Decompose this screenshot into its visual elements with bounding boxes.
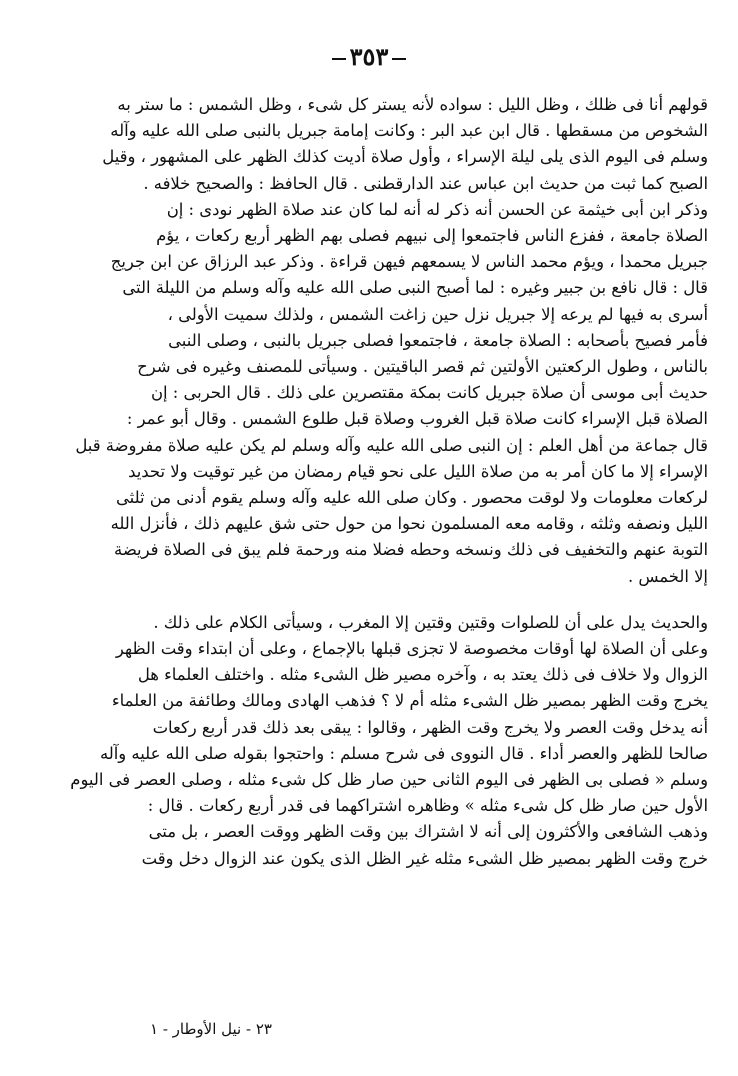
text-line: الصلاة جامعة ، ففزع الناس فاجتمعوا إلى نبيهم فصلى بهم الظهر أربع ركعات ، يؤم	[156, 226, 708, 246]
text-line: الأول حين صار ظل كل شىء مثله » وظاهره اشتراكهما فى قدر أربع ركعات . قال :	[147, 796, 708, 816]
text-line: أنه يدخل وقت العصر ولا يخرج وقت الظهر ، وقالوا : يبقى بعد ذلك قدر أربع ركعات	[152, 717, 708, 737]
text-line: وذكر ابن أبى خيثمة عن الحسن أنه ذكر له أنه لما كان عند صلاة الظهر نودى : إن	[166, 199, 708, 219]
text-line: لركعات معلومات ولا لوقت محصور . وكان صلى الله عليه وآله وسلم يقوم أدنى من ثلثى	[115, 488, 708, 508]
text-line: الليل ونصفه وثلثه ، وقامه معه المسلمون نحوا من حول حتى شق عليهم ذلك ، فأنزل الله	[110, 514, 708, 534]
text-line: قولهم أنا فى ظلك ، وظل الليل : سواده لأنه يستر كل شىء ، وظل الشمس : ما ستر به	[117, 95, 708, 114]
paragraph-2	[28, 610, 708, 872]
text-line: الصبح كما ثبت من حديث ابن عباس عند الدارقطنى . قال الحافظ : والصحيح خلافه .	[143, 173, 708, 193]
text-line: أسرى به فيها لم يرعه إلا جبريل نزل حين زاغت الشمس ، ولذلك سميت الأولى ،	[167, 304, 708, 324]
text-line: قال : قال نافع بن جبير وغيره : لما أصبح النبى صلى الله عليه وآله وسلم من الليلة التى	[122, 278, 708, 298]
text-line: والحديث يدل على أن للصلوات وقتين وقتين إلا المغرب ، وسيأتى الكلام على ذلك .	[153, 612, 708, 632]
text-line: قال جماعة من أهل العلم : إن النبى صلى الله عليه وآله وسلم لم يكن عليه صلاة مفروضة قبل	[75, 435, 708, 455]
text-line: التوبة عنهم والتخفيف فى ذلك ونسخه وحطه فضلا منه ورحمة فلم يبق فى الصلاة فريضة	[114, 540, 708, 560]
text-line: الصلاة قبل الإسراء كانت صلاة قبل الغروب وصلاة قبل طلوع الشمس . وقال أبو عمر :	[126, 409, 708, 429]
text-line: وذهب الشافعى والأكثرون إلى أنه لا اشتراك بين وقت الظهر ووقت العصر ، بل متى	[148, 822, 708, 842]
text-line: وسلم فى اليوم الذى يلى ليلة الإسراء ، وأول صلاة أديت كذلك الظهر على المشهور ، وقيل	[102, 147, 708, 167]
text-line: وسلم « فصلى بى الظهر فى اليوم الثانى حين صار ظل كل شىء مثله ، وصلى العصر فى اليوم	[70, 770, 708, 790]
body-text	[28, 92, 708, 872]
text-line: حديث أبى موسى أن صلاة جبريل كانت بمكة مقتصرين على ذلك . قال الحربى : إن	[150, 383, 708, 403]
text-line: بالناس ، وطول الركعتين الأولتين ثم قصر الباقيتين . وسيأتى للمصنف وغيره فى شرح	[137, 357, 708, 377]
paragraph-1	[28, 92, 708, 590]
text-line: خرج وقت الظهر بمصير ظل الشىء مثله غير الظل الذى يكون عند الزوال دخل وقت	[141, 848, 708, 868]
text-line: جبريل محمدا ، ويؤم محمد الناس لا يسمعهم فيهن قراءة . وذكر عبد الرزاق عن ابن جريج	[110, 252, 708, 272]
text-line: الشخوص من مسقطها . قال ابن عبد البر : وكانت إمامة جبريل بالنبى صلى الله عليه وآله	[110, 121, 708, 141]
text-line: وعلى أن الصلاة لها أوقات مخصوصة لا تجزى قبلها بالإجماع ، وعلى أن ابتداء وقت الظهر	[115, 639, 708, 659]
text-line: إلا الخمس .	[627, 566, 708, 586]
page-number: ٣٥٣	[0, 42, 738, 71]
text-line: الإسراء إلا ما كان أمر به من صلاة الليل على نحو قيام رمضان من غير توقيت ولا تحديد	[128, 461, 708, 481]
text-line: صالحا للظهر والعصر أداء . قال النووى فى شرح مسلم : واحتجوا بقوله صلى الله عليه وآله	[99, 743, 708, 763]
text-line: يخرج وقت الظهر بمصير ظل الشىء مثله أم لا ؟ فذهب الهادى ومالك وطائفة من العلماء	[111, 691, 708, 711]
text-line: فأمر فصيح بأصحابه : الصلاة جامعة ، فاجتمعوا فصلى جبريل بالنبى ، وصلى النبى	[168, 330, 708, 350]
text-line: الزوال ولا خلاف فى ذلك يعتد به ، وآخره مصير ظل الشىء مثله . واختلف العلماء هل	[137, 665, 708, 685]
page-footer: ٢٣ - نيل الأوطار - ١	[150, 1020, 272, 1038]
